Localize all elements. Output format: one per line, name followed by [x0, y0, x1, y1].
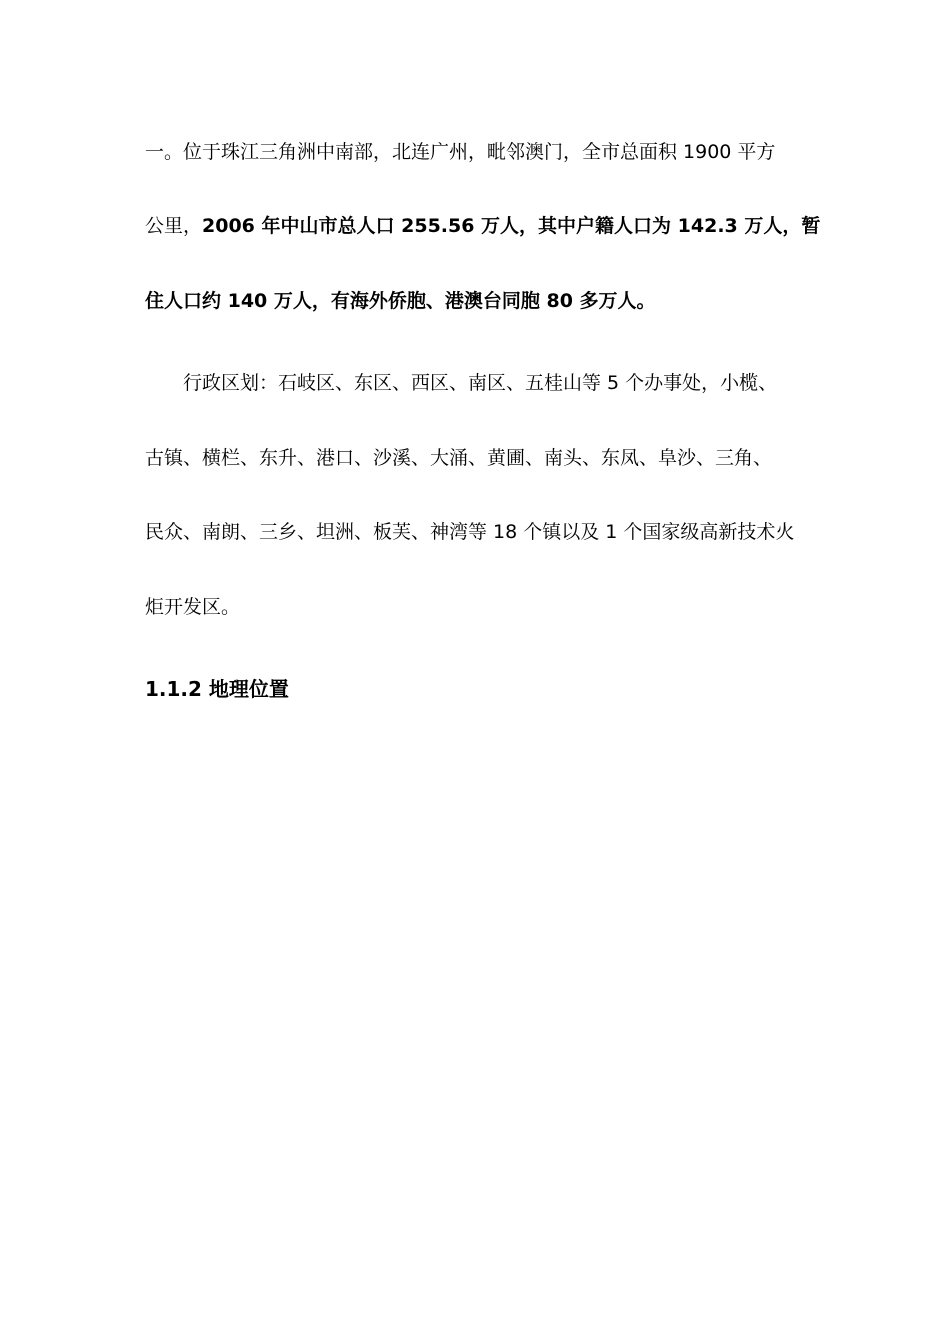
- paragraph1-line3-bold: 住人口约 140 万人，有海外侨胞、港澳台同胞 80 多万人。: [145, 290, 656, 312]
- paragraph1-line1-text: 一。位于珠江三角洲中南部，北连广州，毗邻澳门，全市总面积 1900 平方: [145, 141, 776, 163]
- paragraph2-line1: [183, 371, 853, 395]
- paragraph2-line3: [145, 520, 815, 544]
- paragraph2-line2: [145, 446, 815, 470]
- paragraph2-line4: [145, 595, 815, 619]
- paragraph1-line2-bold: 2006 年中山市总人口 255.56 万人，其中户籍人口为 142.3 万人，暂: [202, 215, 821, 237]
- paragraph2-line2-text: 古镇、横栏、东升、港口、沙溪、大涌、黄圃、南头、东凤、阜沙、三角、: [145, 447, 773, 469]
- paragraph1-line2-normal: 公里，: [145, 215, 203, 237]
- paragraph1-line3: [145, 289, 815, 313]
- paragraph1-line2: [145, 214, 821, 238]
- paragraph1-line1: [145, 140, 815, 164]
- paragraph2-line3-text: 民众、南朗、三乡、坦洲、板芙、神湾等 18 个镇以及 1 个国家级高新技术火: [145, 521, 795, 543]
- paragraph2-line1-text: 行政区划：石岐区、东区、西区、南区、五桂山等 5 个办事处，小榄、: [183, 372, 778, 394]
- section-heading: 1.1.2 地理位置: [145, 677, 289, 701]
- paragraph2-line4-text: 炬开发区。: [145, 596, 241, 618]
